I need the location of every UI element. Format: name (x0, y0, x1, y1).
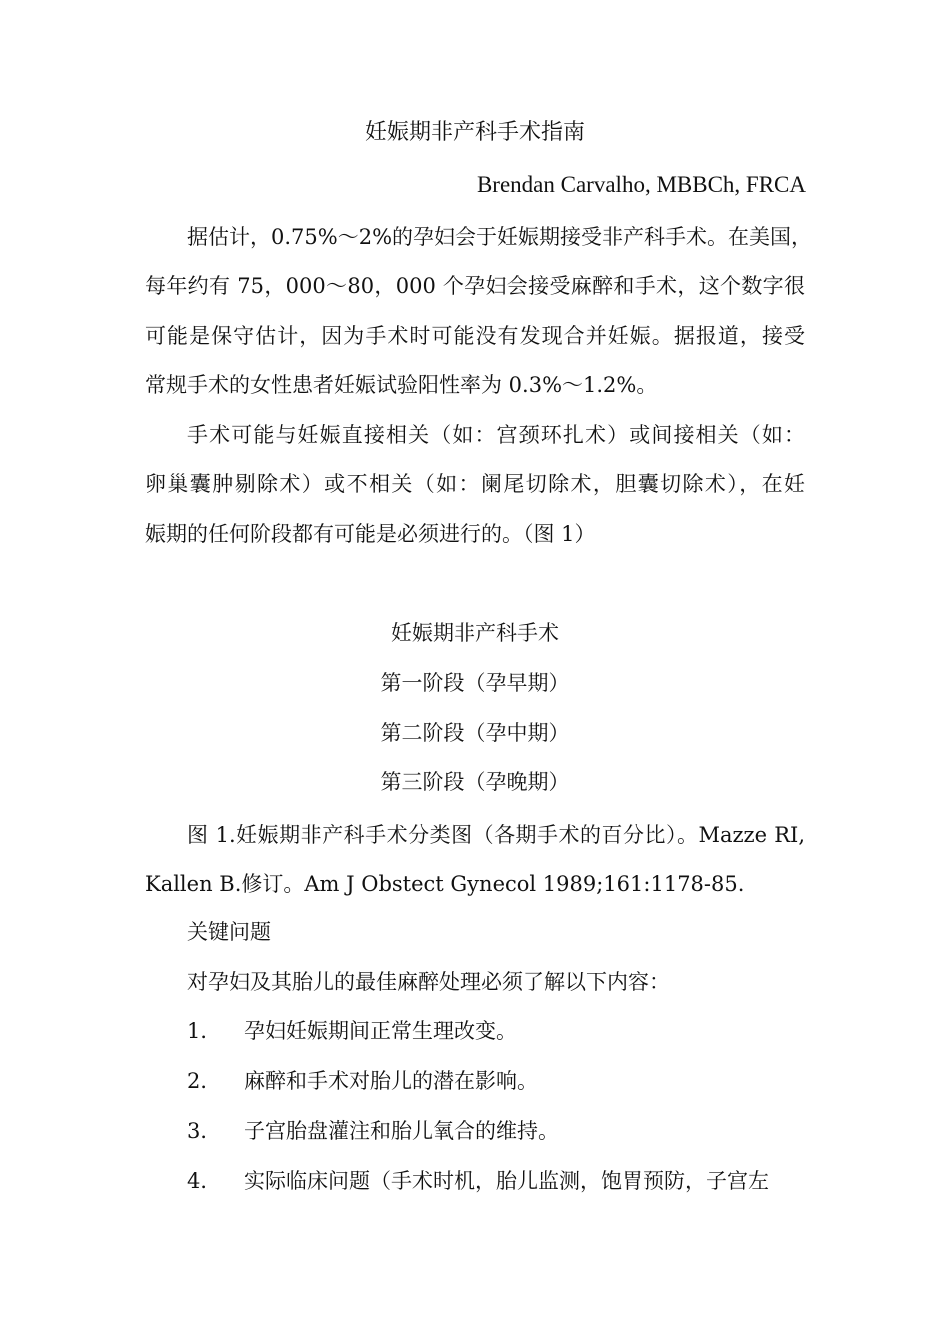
list-item-number: 2． (187, 1069, 222, 1093)
list-item-number: 3． (187, 1119, 222, 1143)
list-item-number: 4． (187, 1169, 222, 1193)
figure-heading: 妊娠期非产科手术 (391, 621, 559, 645)
figure-stage-2: 第二阶段（孕中期） (380, 721, 570, 745)
paragraph-1-line-2: 每年约有 75，000～80，000 个孕妇会接受麻醉和手术，这个数字很 (145, 274, 805, 298)
paragraph-1-line-1: 据估计，0.75%～2%的孕妇会于妊娠期接受非产科手术。在美国， (187, 225, 813, 249)
list-item-text: 子宫胎盘灌注和胎儿氧合的维持。 (244, 1119, 559, 1143)
paragraph-2-line-1: 手术可能与妊娠直接相关（如：宫颈环扎术）或间接相关（如： (187, 423, 805, 447)
figure-caption-line-1: 图 1.妊娠期非产科手术分类图（各期手术的百分比）。Mazze RI, (187, 823, 805, 847)
list-item-text: 孕妇妊娠期间正常生理改变。 (244, 1019, 517, 1043)
paragraph-2-line-3: 娠期的任何阶段都有可能是必须进行的。（图 1） (145, 522, 596, 546)
author-line: Brendan Carvalho, MBBCh, FRCA (476, 172, 806, 197)
figure-stage-1: 第一阶段（孕早期） (380, 671, 570, 695)
figure-stage-3: 第三阶段（孕晚期） (380, 770, 570, 794)
key-issues-heading: 关键问题 (187, 920, 271, 944)
paragraph-1-line-3: 可能是保守估计，因为手术时可能没有发现合并妊娠。据报道，接受 (145, 324, 805, 348)
paragraph-2-line-2: 卵巢囊肿剔除术）或不相关（如：阑尾切除术，胆囊切除术），在妊 (145, 472, 805, 496)
document-title: 妊娠期非产科手术指南 (364, 120, 585, 145)
list-item-text: 麻醉和手术对胎儿的潜在影响。 (244, 1069, 538, 1093)
list-item-number: 1． (187, 1019, 222, 1043)
list-item-text: 实际临床问题（手术时机，胎儿监测，饱胃预防，子宫左 (244, 1169, 769, 1193)
paragraph-1-line-4: 常规手术的女性患者妊娠试验阳性率为 0.3%～1.2%。 (145, 373, 658, 397)
figure-caption-line-2: Kallen B.修订。Am J Obstect Gynecol 1989;161:1178-85. (145, 872, 745, 896)
key-issues-intro: 对孕妇及其胎儿的最佳麻醉处理必须了解以下内容： (187, 970, 670, 994)
